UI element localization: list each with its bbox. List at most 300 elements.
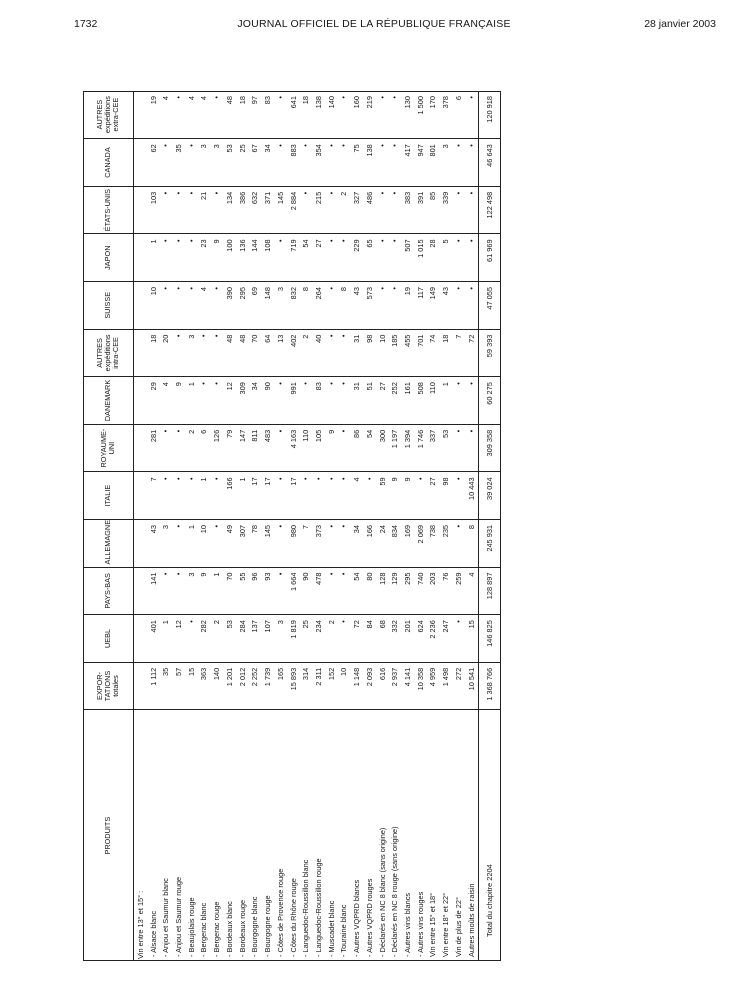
value-cell: 126 bbox=[211, 424, 224, 472]
value-cell: 295 bbox=[401, 567, 414, 615]
product-label: - Bourgogne rouge bbox=[263, 895, 273, 957]
value-cell: 507 bbox=[401, 234, 414, 282]
value-cell: • bbox=[160, 139, 173, 187]
value-cell: • bbox=[338, 329, 351, 377]
value-cell: • bbox=[274, 91, 287, 139]
value-cell: 76 bbox=[439, 567, 452, 615]
value-cell bbox=[134, 662, 147, 710]
value-cell: • bbox=[414, 472, 427, 520]
value-cell: • bbox=[160, 567, 173, 615]
value-cell: • bbox=[376, 234, 389, 282]
value-cell: 252 bbox=[389, 377, 402, 425]
value-cell: 18 bbox=[147, 329, 160, 377]
table-row bbox=[211, 91, 224, 961]
value-cell bbox=[134, 281, 147, 329]
value-cell: 2 236 bbox=[427, 615, 440, 663]
value-cell: • bbox=[452, 281, 465, 329]
value-cell: 67 bbox=[249, 139, 262, 187]
value-cell: 9 bbox=[325, 424, 338, 472]
value-cell: • bbox=[465, 91, 479, 139]
value-cell: 483 bbox=[261, 424, 274, 472]
page-number: 1732 bbox=[74, 18, 98, 30]
table-row bbox=[376, 91, 389, 961]
value-cell: 3 bbox=[211, 139, 224, 187]
value-cell: 169 bbox=[401, 519, 414, 567]
value-cell: 2 bbox=[325, 615, 338, 663]
value-cell bbox=[134, 567, 147, 615]
value-cell: 75 bbox=[350, 139, 363, 187]
value-cell: 508 bbox=[414, 377, 427, 425]
total-cell: 122 498 bbox=[479, 186, 502, 234]
value-cell: 373 bbox=[312, 519, 325, 567]
product-label: - Autres vins rouges bbox=[415, 891, 425, 957]
value-cell: 51 bbox=[363, 377, 376, 425]
value-cell: 166 bbox=[363, 519, 376, 567]
value-cell: 1 bbox=[185, 377, 198, 425]
value-cell: 2 937 bbox=[389, 662, 402, 710]
value-cell bbox=[134, 139, 147, 187]
value-cell: • bbox=[338, 567, 351, 615]
value-cell: 13 bbox=[274, 329, 287, 377]
value-cell: 84 bbox=[363, 615, 376, 663]
value-cell: 2 884 bbox=[287, 186, 300, 234]
journal-title: JOURNAL OFFICIEL DE LA RÉPUBLIQUE FRANÇAISE bbox=[237, 18, 511, 30]
value-cell: • bbox=[172, 281, 185, 329]
value-cell: 54 bbox=[300, 234, 313, 282]
table-body bbox=[134, 91, 479, 961]
value-cell: 1 148 bbox=[350, 662, 363, 710]
value-cell: • bbox=[185, 281, 198, 329]
value-cell: 6 bbox=[452, 91, 465, 139]
table-row bbox=[300, 91, 313, 961]
value-cell: 105 bbox=[312, 424, 325, 472]
product-label: - Touraine blanc bbox=[339, 904, 349, 957]
value-cell: 138 bbox=[312, 91, 325, 139]
value-cell: 307 bbox=[236, 519, 249, 567]
value-cell: • bbox=[325, 472, 338, 520]
product-label: Autres moûts de raisin bbox=[466, 883, 476, 957]
value-cell: 229 bbox=[350, 234, 363, 282]
value-cell: 801 bbox=[427, 139, 440, 187]
value-cell: 2 252 bbox=[249, 662, 262, 710]
value-cell: 738 bbox=[427, 519, 440, 567]
value-cell: 2 012 bbox=[236, 662, 249, 710]
value-cell: 185 bbox=[389, 329, 402, 377]
value-cell: 117 bbox=[414, 281, 427, 329]
value-cell: 4 bbox=[198, 281, 211, 329]
wine-exports-table bbox=[83, 91, 501, 961]
value-cell: • bbox=[363, 472, 376, 520]
table-row bbox=[427, 91, 440, 961]
value-cell: 6 bbox=[198, 424, 211, 472]
value-cell: 10 443 bbox=[465, 472, 479, 520]
column-header: PRODUITS bbox=[83, 710, 134, 961]
value-cell: • bbox=[465, 139, 479, 187]
value-cell: 5 bbox=[439, 234, 452, 282]
value-cell: 93 bbox=[261, 567, 274, 615]
product-label: - Côtes du Rhône rouge bbox=[288, 878, 298, 957]
value-cell: 284 bbox=[236, 615, 249, 663]
value-cell: • bbox=[185, 234, 198, 282]
value-cell: 85 bbox=[427, 186, 440, 234]
value-cell: 573 bbox=[363, 281, 376, 329]
value-cell: • bbox=[274, 139, 287, 187]
table-row bbox=[312, 91, 325, 961]
value-cell: • bbox=[452, 234, 465, 282]
value-cell: 15 893 bbox=[287, 662, 300, 710]
column-header: JAPON bbox=[83, 234, 134, 282]
value-cell: 309 bbox=[236, 377, 249, 425]
value-cell: 234 bbox=[312, 615, 325, 663]
value-cell: 145 bbox=[274, 186, 287, 234]
value-cell: • bbox=[172, 91, 185, 139]
value-cell: 7 bbox=[300, 519, 313, 567]
value-cell: • bbox=[452, 424, 465, 472]
value-cell: • bbox=[376, 91, 389, 139]
value-cell: • bbox=[274, 472, 287, 520]
value-cell: • bbox=[465, 377, 479, 425]
value-cell: • bbox=[198, 329, 211, 377]
value-cell: 2 bbox=[211, 615, 224, 663]
value-cell: 10 bbox=[376, 329, 389, 377]
value-cell: • bbox=[172, 567, 185, 615]
value-cell: 1 112 bbox=[147, 662, 160, 710]
value-cell: 35 bbox=[172, 139, 185, 187]
value-cell: • bbox=[325, 139, 338, 187]
total-row bbox=[479, 91, 502, 961]
value-cell: • bbox=[376, 139, 389, 187]
product-label: - Bourgogne blanc bbox=[250, 896, 260, 957]
value-cell: 1 500 bbox=[414, 91, 427, 139]
value-cell: 107 bbox=[261, 615, 274, 663]
value-cell: 59 bbox=[376, 472, 389, 520]
value-cell: • bbox=[274, 377, 287, 425]
total-cell: 59 393 bbox=[479, 329, 502, 377]
table-row bbox=[465, 91, 479, 961]
value-cell: • bbox=[172, 329, 185, 377]
value-cell: 4 bbox=[198, 91, 211, 139]
value-cell: • bbox=[338, 91, 351, 139]
value-cell: • bbox=[185, 139, 198, 187]
value-cell: • bbox=[172, 472, 185, 520]
value-cell: 96 bbox=[249, 567, 262, 615]
value-cell bbox=[134, 472, 147, 520]
value-cell: 1 498 bbox=[439, 662, 452, 710]
value-cell: 219 bbox=[363, 91, 376, 139]
total-cell: 46 643 bbox=[479, 139, 502, 187]
table-row bbox=[325, 91, 338, 961]
value-cell: 980 bbox=[287, 519, 300, 567]
table-row bbox=[198, 91, 211, 961]
value-cell: • bbox=[452, 377, 465, 425]
value-cell: 832 bbox=[287, 281, 300, 329]
table-row bbox=[236, 91, 249, 961]
value-cell bbox=[134, 186, 147, 234]
value-cell: • bbox=[160, 424, 173, 472]
value-cell: 1 201 bbox=[223, 662, 236, 710]
value-cell: • bbox=[160, 186, 173, 234]
value-cell: 740 bbox=[414, 567, 427, 615]
value-cell: 9 bbox=[211, 234, 224, 282]
value-cell: 137 bbox=[249, 615, 262, 663]
value-cell: • bbox=[325, 329, 338, 377]
column-header: ITALIE bbox=[83, 472, 134, 520]
value-cell: 19 bbox=[147, 91, 160, 139]
value-cell bbox=[134, 329, 147, 377]
value-cell: 25 bbox=[236, 139, 249, 187]
value-cell: 8 bbox=[465, 519, 479, 567]
value-cell: 78 bbox=[249, 519, 262, 567]
total-cell: 1 368 766 bbox=[479, 662, 502, 710]
product-label: Vin entre 18° et 22° bbox=[441, 892, 451, 957]
value-cell: 363 bbox=[198, 662, 211, 710]
value-cell: 35 bbox=[160, 662, 173, 710]
value-cell: 27 bbox=[427, 472, 440, 520]
product-label: - Autres VQPRD blancs bbox=[352, 879, 362, 957]
value-cell: 7 bbox=[147, 472, 160, 520]
value-cell: 110 bbox=[300, 424, 313, 472]
value-cell: • bbox=[465, 234, 479, 282]
value-cell: 1 bbox=[160, 615, 173, 663]
value-cell: 53 bbox=[223, 139, 236, 187]
rotated-table-container bbox=[83, 91, 501, 961]
value-cell: 80 bbox=[363, 567, 376, 615]
table-row bbox=[363, 91, 376, 961]
value-cell: 128 bbox=[376, 567, 389, 615]
value-cell: 31 bbox=[350, 329, 363, 377]
value-cell: • bbox=[338, 519, 351, 567]
value-cell: 57 bbox=[172, 662, 185, 710]
total-cell: 39 024 bbox=[479, 472, 502, 520]
value-cell: 486 bbox=[363, 186, 376, 234]
product-label: Vin entre 15° et 18° bbox=[428, 892, 438, 957]
value-cell: • bbox=[338, 139, 351, 187]
column-header: EXPOR-TATIONS totales bbox=[83, 662, 134, 710]
value-cell: 624 bbox=[414, 615, 427, 663]
value-cell: 401 bbox=[147, 615, 160, 663]
total-cell: 128 897 bbox=[479, 567, 502, 615]
value-cell: 110 bbox=[427, 377, 440, 425]
value-cell: 170 bbox=[427, 91, 440, 139]
value-cell: 3 bbox=[439, 139, 452, 187]
value-cell: 390 bbox=[223, 281, 236, 329]
total-cell: 120 918 bbox=[479, 91, 502, 139]
value-cell: 2 311 bbox=[312, 662, 325, 710]
value-cell: 90 bbox=[261, 377, 274, 425]
value-cell bbox=[134, 91, 147, 139]
value-cell: 72 bbox=[465, 329, 479, 377]
value-cell: • bbox=[211, 281, 224, 329]
value-cell: 834 bbox=[389, 519, 402, 567]
value-cell: • bbox=[452, 615, 465, 663]
value-cell: 1 394 bbox=[401, 424, 414, 472]
value-cell: 20 bbox=[160, 329, 173, 377]
value-cell: 134 bbox=[223, 186, 236, 234]
value-cell: 138 bbox=[363, 139, 376, 187]
value-cell: 74 bbox=[427, 329, 440, 377]
value-cell: • bbox=[300, 186, 313, 234]
product-label: - Bordeaux rouge bbox=[237, 899, 247, 957]
value-cell: 300 bbox=[376, 424, 389, 472]
value-cell: 65 bbox=[363, 234, 376, 282]
table-row bbox=[439, 91, 452, 961]
value-cell: 2 bbox=[185, 424, 198, 472]
value-cell: 9 bbox=[198, 567, 211, 615]
value-cell: 282 bbox=[198, 615, 211, 663]
column-header: ÉTATS-UNIS bbox=[83, 186, 134, 234]
value-cell: 23 bbox=[198, 234, 211, 282]
product-label: - Alsace blanc bbox=[148, 910, 158, 957]
table-row bbox=[261, 91, 274, 961]
value-cell: 4 163 bbox=[287, 424, 300, 472]
value-cell bbox=[134, 377, 147, 425]
value-cell: • bbox=[452, 186, 465, 234]
value-cell: 68 bbox=[376, 615, 389, 663]
product-label: - Autres vins blancs bbox=[402, 892, 412, 957]
section-row bbox=[134, 91, 147, 961]
value-cell: • bbox=[300, 377, 313, 425]
value-cell: • bbox=[274, 567, 287, 615]
table-header-row bbox=[83, 91, 134, 961]
value-cell: 947 bbox=[414, 139, 427, 187]
value-cell: 3 bbox=[185, 567, 198, 615]
value-cell: • bbox=[338, 377, 351, 425]
value-cell: • bbox=[376, 186, 389, 234]
value-cell: 1 bbox=[439, 377, 452, 425]
value-cell: 34 bbox=[249, 377, 262, 425]
value-cell: 98 bbox=[363, 329, 376, 377]
value-cell: 43 bbox=[147, 519, 160, 567]
value-cell: 25 bbox=[300, 615, 313, 663]
value-cell: 64 bbox=[261, 329, 274, 377]
value-cell: 108 bbox=[261, 234, 274, 282]
value-cell: 17 bbox=[261, 472, 274, 520]
value-cell: • bbox=[160, 472, 173, 520]
value-cell: • bbox=[325, 377, 338, 425]
product-label: - Côtes de Provence rouge bbox=[275, 868, 285, 957]
value-cell: 79 bbox=[223, 424, 236, 472]
value-cell: • bbox=[325, 234, 338, 282]
value-cell: 83 bbox=[312, 377, 325, 425]
value-cell: 129 bbox=[389, 567, 402, 615]
value-cell: 43 bbox=[439, 281, 452, 329]
value-cell: 165 bbox=[274, 662, 287, 710]
value-cell: 18 bbox=[236, 91, 249, 139]
value-cell: 719 bbox=[287, 234, 300, 282]
value-cell: 247 bbox=[439, 615, 452, 663]
value-cell: • bbox=[325, 186, 338, 234]
value-cell: • bbox=[211, 91, 224, 139]
value-cell: 354 bbox=[312, 139, 325, 187]
page-header bbox=[0, 18, 748, 34]
table-row bbox=[223, 91, 236, 961]
value-cell: 7 bbox=[452, 329, 465, 377]
value-cell: • bbox=[389, 91, 402, 139]
column-header: CANADA bbox=[83, 139, 134, 187]
value-cell: 1 739 bbox=[261, 662, 274, 710]
value-cell: 1 bbox=[185, 519, 198, 567]
value-cell: 1 197 bbox=[389, 424, 402, 472]
total-cell: 60 275 bbox=[479, 377, 502, 425]
value-cell: 386 bbox=[236, 186, 249, 234]
value-cell: 12 bbox=[223, 377, 236, 425]
value-cell: • bbox=[211, 519, 224, 567]
value-cell: • bbox=[274, 234, 287, 282]
value-cell bbox=[134, 615, 147, 663]
value-cell: 72 bbox=[350, 615, 363, 663]
value-cell: 149 bbox=[427, 281, 440, 329]
column-header: PAYS-BAS bbox=[83, 567, 134, 615]
value-cell: 201 bbox=[401, 615, 414, 663]
table-row bbox=[350, 91, 363, 961]
value-cell: 4 bbox=[350, 472, 363, 520]
value-cell: 10 bbox=[338, 662, 351, 710]
product-label: - Anjou et Saumur rouge bbox=[174, 876, 184, 957]
value-cell: 272 bbox=[452, 662, 465, 710]
value-cell bbox=[134, 234, 147, 282]
value-cell: 97 bbox=[249, 91, 262, 139]
value-cell: 10 541 bbox=[465, 662, 479, 710]
value-cell: • bbox=[338, 424, 351, 472]
product-label: - Bordeaux blanc bbox=[224, 901, 234, 957]
value-cell: • bbox=[325, 519, 338, 567]
value-cell: 4 bbox=[160, 91, 173, 139]
total-cell: 47 055 bbox=[479, 281, 502, 329]
value-cell: 383 bbox=[401, 186, 414, 234]
value-cell: 17 bbox=[287, 472, 300, 520]
total-cell: 245 931 bbox=[479, 519, 502, 567]
value-cell: 1 bbox=[198, 472, 211, 520]
value-cell: • bbox=[160, 234, 173, 282]
table-row bbox=[160, 91, 173, 961]
value-cell: 4 141 bbox=[401, 662, 414, 710]
product-label: - Beaujolais rouge bbox=[186, 897, 196, 957]
value-cell: 86 bbox=[350, 424, 363, 472]
value-cell: • bbox=[172, 234, 185, 282]
value-cell: 2 069 bbox=[414, 519, 427, 567]
value-cell: • bbox=[211, 329, 224, 377]
value-cell: 9 bbox=[389, 472, 402, 520]
value-cell: 264 bbox=[312, 281, 325, 329]
value-cell: 9 bbox=[401, 472, 414, 520]
value-cell: 339 bbox=[439, 186, 452, 234]
value-cell: 48 bbox=[236, 329, 249, 377]
value-cell: • bbox=[338, 615, 351, 663]
value-cell: 4 bbox=[185, 91, 198, 139]
value-cell: • bbox=[160, 281, 173, 329]
value-cell: 203 bbox=[427, 567, 440, 615]
product-label: - Bergerac blanc bbox=[199, 902, 209, 957]
value-cell: 70 bbox=[223, 567, 236, 615]
value-cell: 455 bbox=[401, 329, 414, 377]
rotated-table-frame bbox=[83, 91, 501, 961]
value-cell: 34 bbox=[350, 519, 363, 567]
table-row bbox=[185, 91, 198, 961]
value-cell bbox=[134, 519, 147, 567]
value-cell: 391 bbox=[414, 186, 427, 234]
value-cell: • bbox=[300, 139, 313, 187]
value-cell: 54 bbox=[350, 567, 363, 615]
value-cell: • bbox=[389, 139, 402, 187]
value-cell: 18 bbox=[439, 329, 452, 377]
value-cell: 28 bbox=[427, 234, 440, 282]
value-cell: • bbox=[325, 567, 338, 615]
value-cell: 1 819 bbox=[287, 615, 300, 663]
value-cell: • bbox=[300, 472, 313, 520]
value-cell: • bbox=[211, 186, 224, 234]
value-cell: 1 bbox=[211, 567, 224, 615]
value-cell: 40 bbox=[312, 329, 325, 377]
